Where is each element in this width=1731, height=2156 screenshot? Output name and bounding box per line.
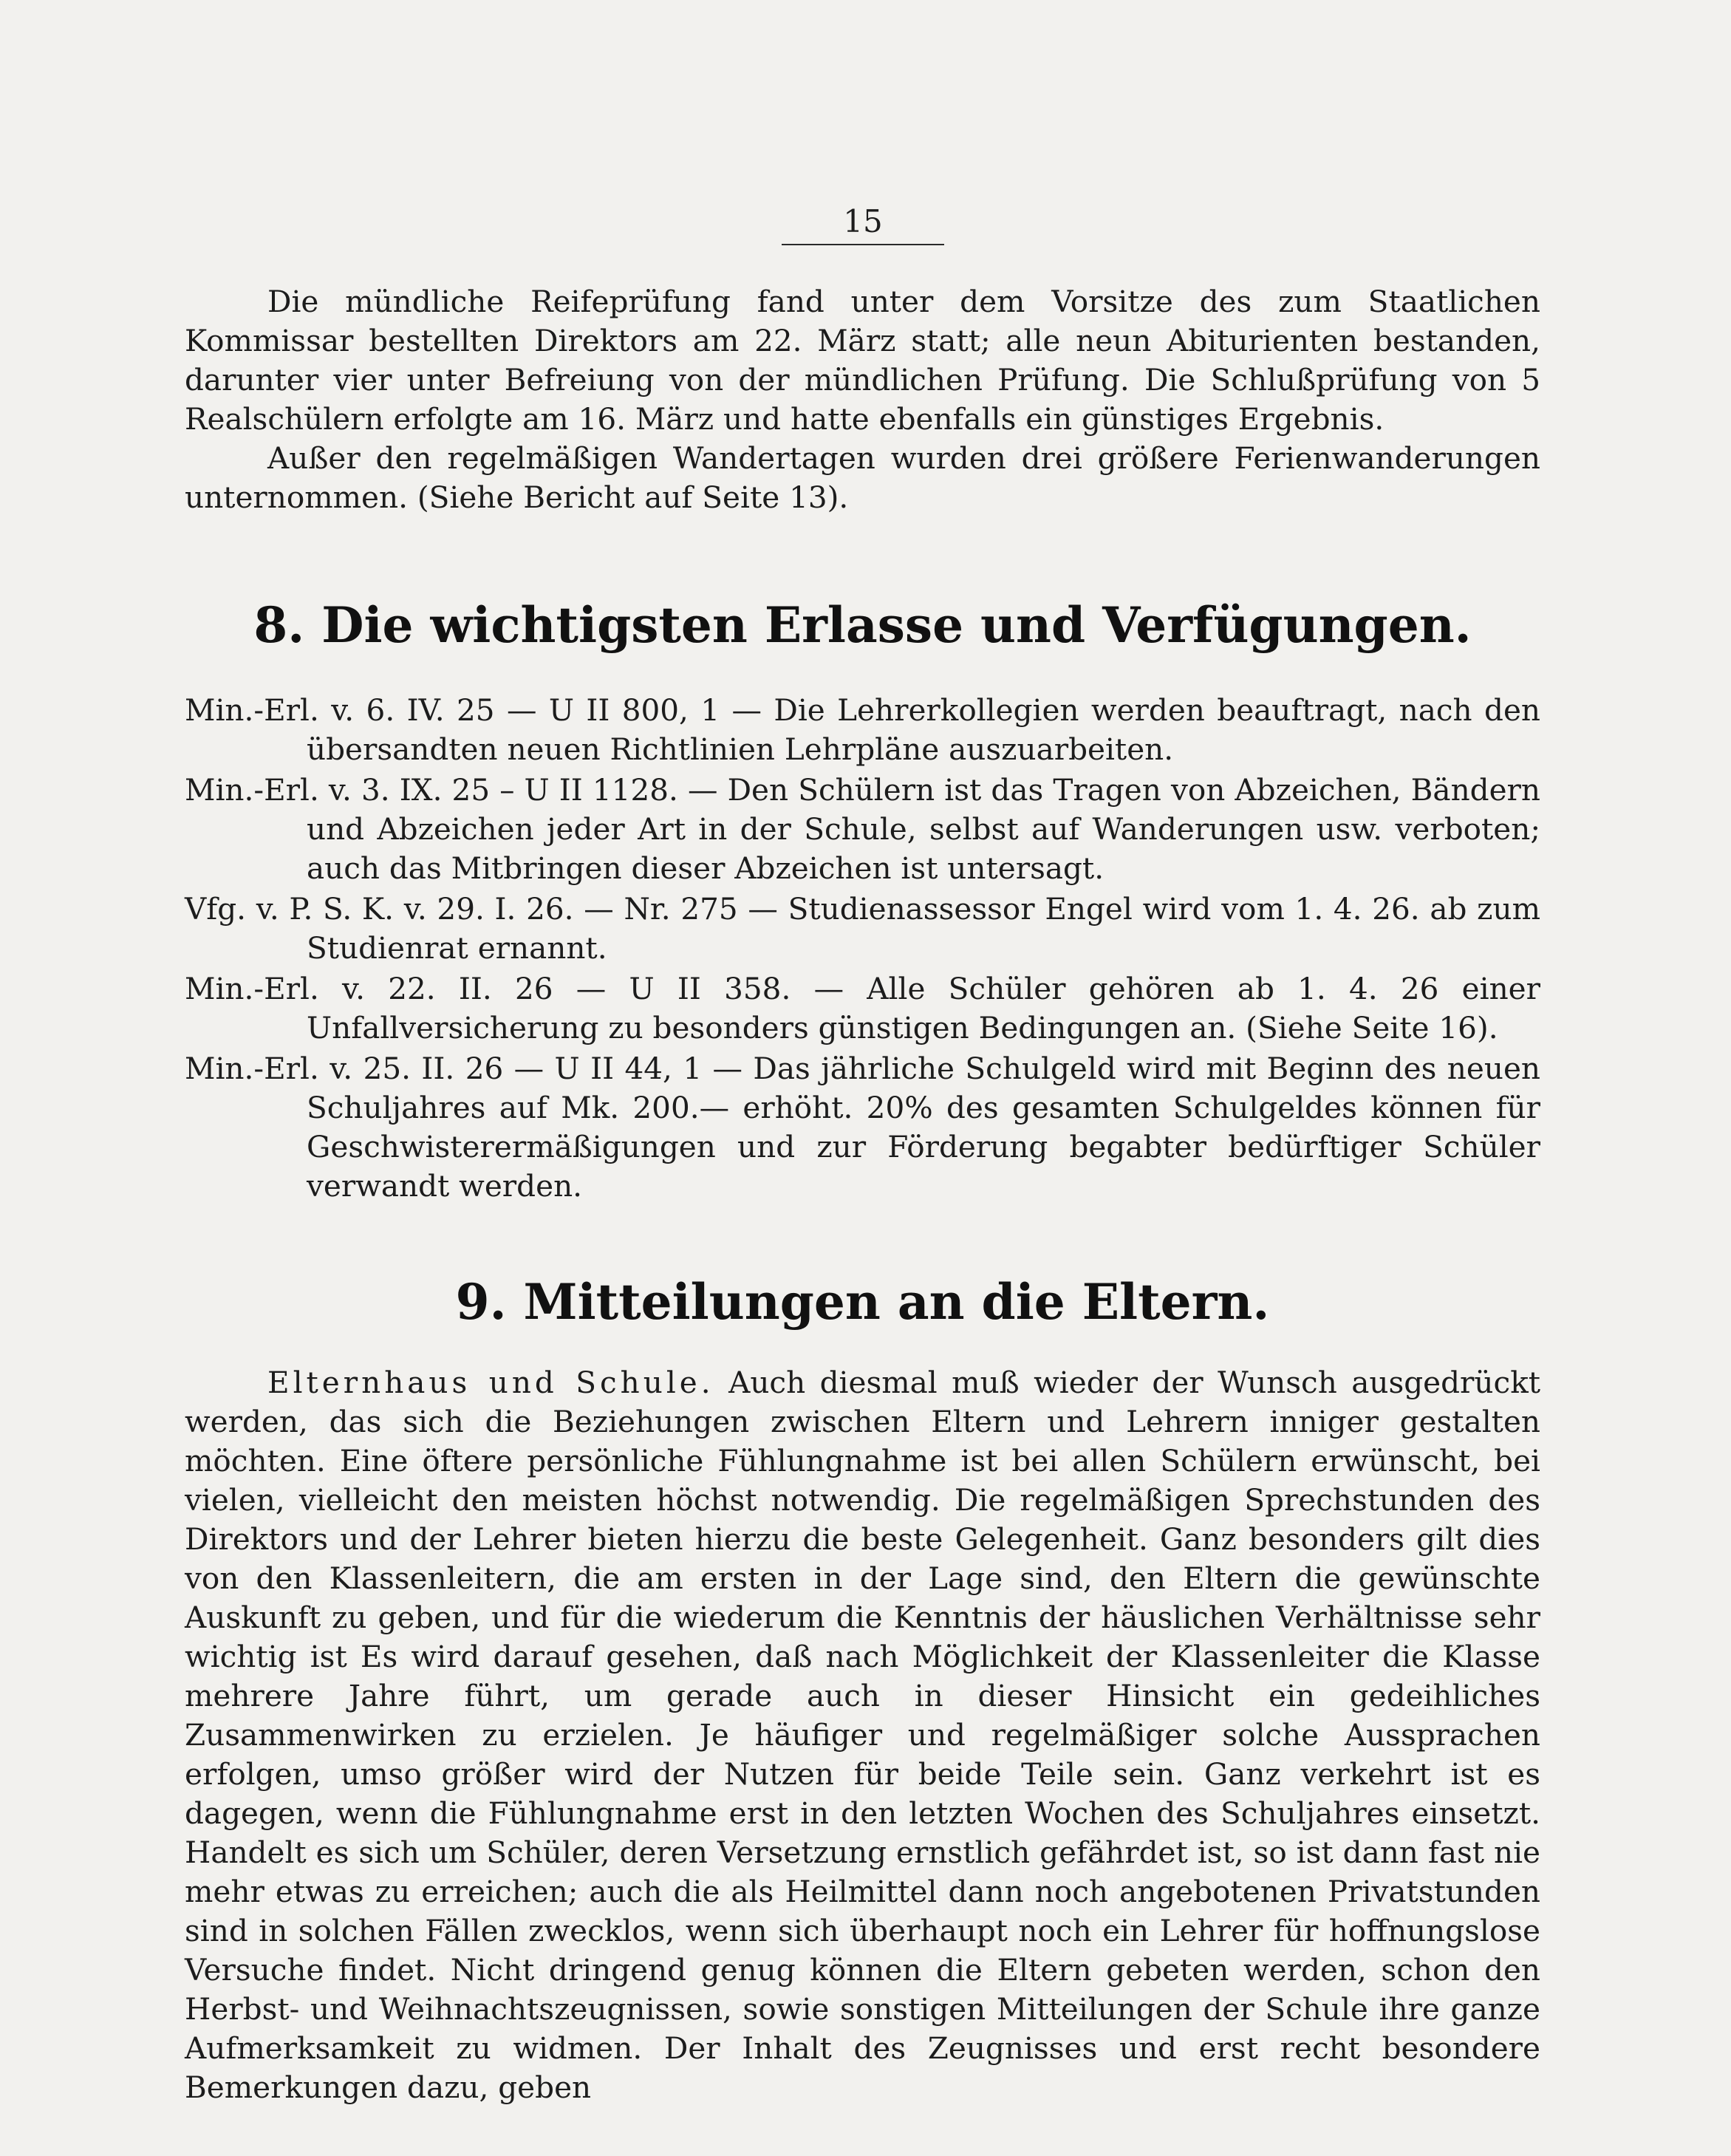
decree-entry: Min.-Erl. v. 25. II. 26 — U II 44, 1 — Das jährliche Schulgeld wird mit Beginn des neuen Schuljahres auf Mk. 200.— erhöht. 20% des gesamten Schulgeldes können für Geschwisterermäßigungen und zur Förderung begabter bedürftiger Schüler verwandt werden. — [185, 1051, 1540, 1204]
intro-section — [185, 282, 1540, 517]
decree-entry: Min.-Erl. v. 22. II. 26 — U II 358. — Alle Schüler gehören ab 1. 4. 26 einer Unfallversicherung zu besonders günstigen Bedingungen an. (Siehe Seite 16). — [185, 971, 1540, 1045]
intro-paragraph-2: Außer den regelmäßigen Wandertagen wurden drei größere Ferienwanderungen unternommen. (Siehe Bericht auf Seite 13). — [185, 440, 1540, 515]
section-9-heading: 9. Mitteilungen an die Eltern. — [455, 1273, 1270, 1331]
page-number: 15 — [843, 203, 883, 239]
parents-paragraph — [185, 1363, 1540, 2107]
decree-entry: Min.-Erl. v. 6. IV. 25 — U II 800, 1 — Die Lehrerkollegien werden beauftragt, nach den übersandten neuen Richtlinien Lehrpläne auszuarbeiten. — [185, 692, 1540, 767]
page-number-rule — [782, 244, 944, 245]
decree-entry: Vfg. v. P. S. K. v. 29. I. 26. — Nr. 275 — Studienassessor Engel wird vom 1. 4. 26. ab zum Studienrat ernannt. — [185, 891, 1540, 966]
section-8-heading: 8. Die wichtigsten Erlasse und Verfügungen. — [253, 596, 1472, 654]
paragraph-body: Auch diesmal muß wieder der Wunsch ausgedrückt werden, das sich die Beziehungen zwischen Eltern und Lehrern inniger gestalten möchten. Eine öftere persönliche Fühlungnahme ist bei allen Schülern erwünscht, bei vielen, vielleicht den meisten höchst notwendig. Die regelmäßigen Sprechstunden des Direktors und der Lehrer bieten hierzu die beste Gelegenheit. Ganz besonders gilt dies von den Klassenleitern, die am ersten in der Lage sind, den Eltern die gewünschte Auskunft zu geben, und für die wiederum die Kenntnis der häuslichen Verhältnisse sehr wichtig ist Es wird darauf gesehen, daß nach Möglichkeit der Klassenleiter die Klasse mehrere Jahre führt, um gerade auch in dieser Hinsicht ein gedeihliches Zusammenwirken zu erzielen. Je häufiger und regelmäßiger solche Aussprachen erfolgen, umso größer wird der Nutzen für beide Teile sein. Ganz verkehrt ist es dagegen, wenn die Fühlungnahme erst in den letzten Wochen des Schuljahres einsetzt. Handelt es sich um Schüler, deren Versetzung ernstlich gefährdet ist, so ist dann fast nie mehr etwas zu erreichen; auch die als Heilmittel dann noch angebotenen Privatstunden sind in solchen Fällen zwecklos, wenn sich überhaupt noch ein Lehrer für hoffnungslose Versuche findet. Nicht dringend genug können die Eltern gebeten werden, schon den Herbst- und Weihnachtszeugnissen, sowie sonstigen Mitteilungen der Schule ihre ganze Aufmerksamkeit zu widmen. Der Inhalt des Zeugnisses und erst recht besondere Bemerkungen dazu, geben — [185, 1365, 1541, 2105]
paragraph-lead: Elternhaus und Schule. — [267, 1365, 714, 1400]
intro-paragraph-1: Die mündliche Reifeprüfung fand unter dem Vorsitze des zum Staatlichen Kommissar bestellten Direktors am 22. März statt; alle neun Abiturienten bestanden, darunter vier unter Befreiung von der mündlichen Prüfung. Die Schlußprüfung von 5 Realschülern erfolgte am 16. März und hatte ebenfalls ein günstiges Ergebnis. — [185, 284, 1540, 437]
decree-list — [185, 691, 1540, 1206]
section-9-body — [185, 1363, 1540, 2107]
decree-entry: Min.-Erl. v. 3. IX. 25 – U II 1128. — Den Schülern ist das Tragen von Abzeichen, Bändern und Abzeichen jeder Art in der Schule, selbst auf Wanderungen usw. verboten; auch das Mitbringen dieser Abzeichen ist untersagt. — [185, 772, 1540, 886]
